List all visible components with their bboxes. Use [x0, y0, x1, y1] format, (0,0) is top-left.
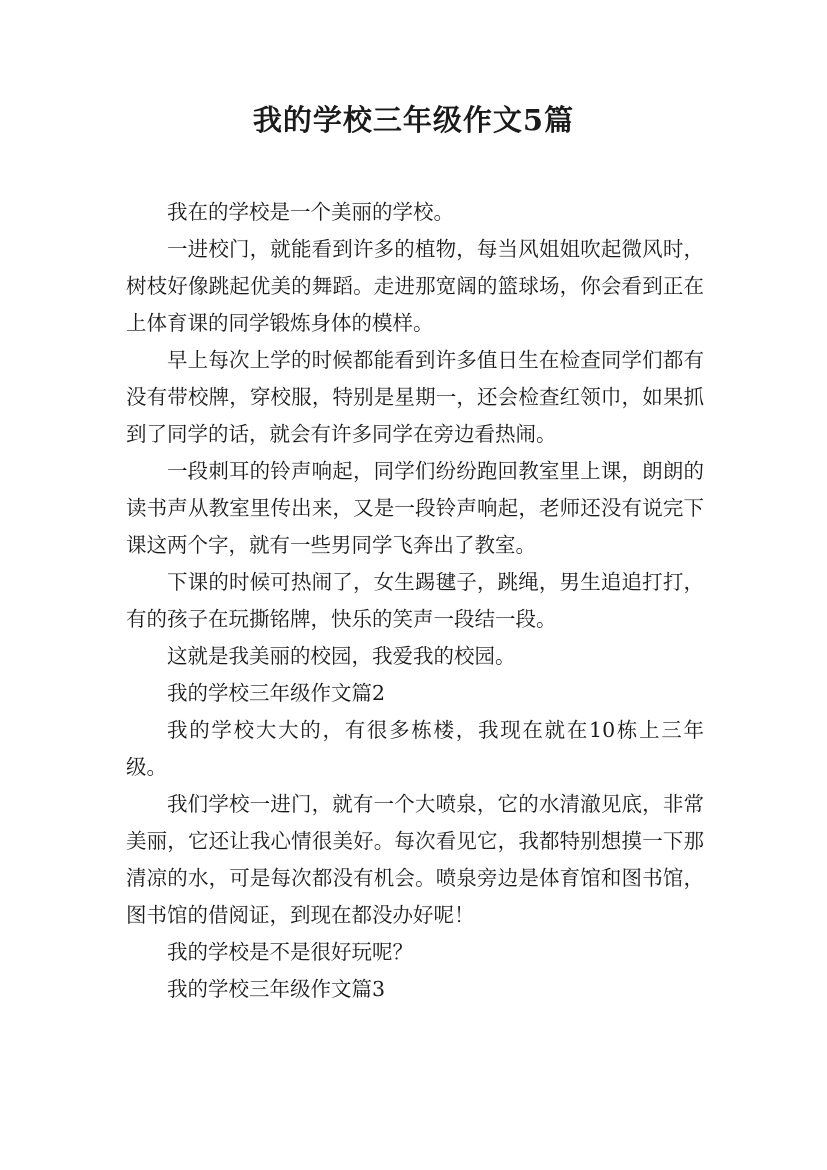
- document-title: 我的学校三年级作文5篇: [252, 103, 575, 137]
- section-heading-2: 我的学校三年级作文篇2: [167, 681, 386, 705]
- document-body: [126, 194, 704, 1008]
- paragraph-4: 一段刺耳的铃声响起，同学们纷纷跑回教室里上课，朗朗的读书声从教室里传出来，又是一段铃声响起，老师还没有说完下课这两个字，就有一些男同学飞奔出了教室。: [126, 459, 704, 557]
- paragraph-9: 我的学校是不是很好玩呢？: [167, 940, 413, 964]
- paragraph-2: 一进校门，就能看到许多的植物，每当风姐姐吹起微风时，树枝好像跳起优美的舞蹈。走进那宽阔的篮球场，你会看到正在上体育课的同学锻炼身体的模样。: [126, 237, 704, 335]
- paragraph-1: 我在的学校是一个美丽的学校。: [167, 200, 454, 224]
- paragraph-3: 早上每次上学的时候都能看到许多值日生在检查同学们都有没有带校牌，穿校服，特别是星期一，还会检查红领巾，如果抓到了同学的话，就会有许多同学在旁边看热闹。: [126, 348, 704, 446]
- paragraph-5: 下课的时候可热闹了，女生踢毽子，跳绳，男生追追打打，有的孩子在玩撕铭牌，快乐的笑声一段结一段。: [126, 570, 704, 631]
- paragraph-6: 这就是我美丽的校园，我爱我的校园。: [167, 644, 516, 668]
- section-heading-3: 我的学校三年级作文篇3: [167, 977, 386, 1001]
- paragraph-8: 我们学校一进门，就有一个大喷泉，它的水清澈见底，非常美丽，它还让我心情很美好。每次看见它，我都特别想摸一下那清凉的水，可是每次都没有机会。喷泉旁边是体育馆和图书馆，图书馆的借阅证，到现在都没办好呢！: [126, 792, 704, 927]
- paragraph-7: 我的学校大大的，有很多栋楼，我现在就在10栋上三年级。: [126, 718, 704, 779]
